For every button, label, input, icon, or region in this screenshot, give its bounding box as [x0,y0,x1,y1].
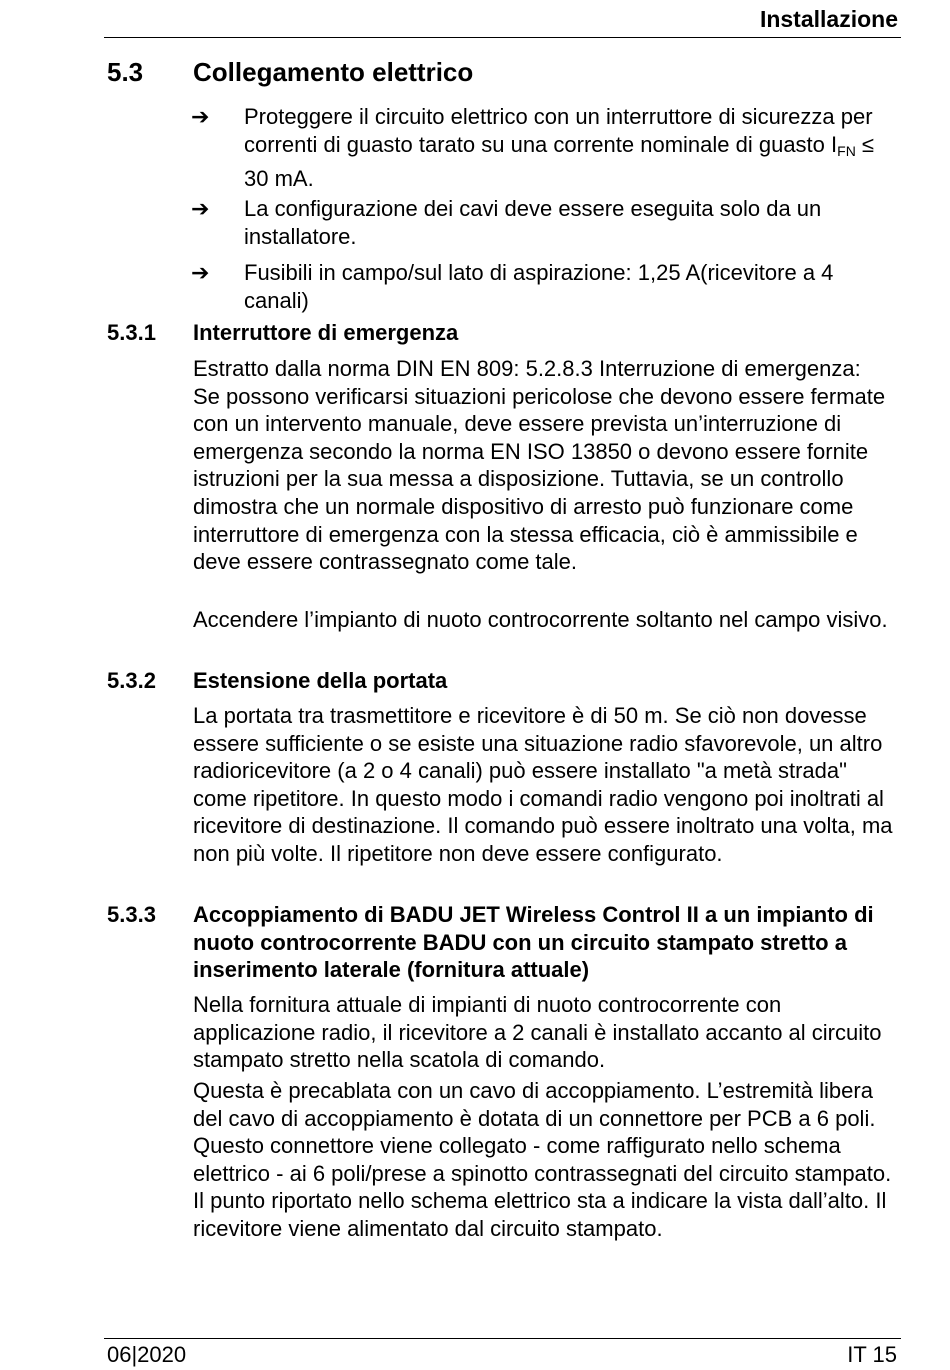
subsection-title: Accoppiamento di BADU JET Wireless Control II a un impianto di nuoto controcorrente BADU con un circuito stampato stretto a inserimento laterale (fornitura attuale) [193,902,874,983]
paragraph: La portata tra trasmettitore e ricevitore è di 50 m. Se ciò non dovesse essere sufficiente o se esiste una situazione radio sfavorevole, un altro radioricevitore (a 2 o 4 canali) può essere installato "a metà strada" come ripetitore. In questo modo i comandi radio vengono poi inoltrati al ricevitore di destinazione. Il comando può essere inoltrato una volta, ma non più volte. Il ripetitore non deve essere configurato. [193,703,893,866]
footer-rule [104,1338,901,1339]
section-number: 5.3 [107,57,144,87]
header-rule [104,37,901,38]
section-title: Collegamento elettrico [193,57,474,87]
subsection-title: Interruttore di emergenza [193,320,459,345]
bullet-item: Fusibili in campo/sul lato di aspirazione: 1,25 A(ricevitore a 4 canali) [244,260,834,313]
running-header: Installazione [759,6,898,32]
arrow-bullet-icon: ➔ [191,196,210,221]
bullet-text: ≤ 30 mA. [244,131,874,192]
footer-date: 06|2020 [107,1342,187,1367]
paragraph: Estratto dalla norma DIN EN 809: 5.2.8.3 Interruzione di emergenza: Se possono verificarsi situazioni pericolose che devono essere fermate con un intervento manuale, deve essere prevista un’interruzione di emergenza secondo la norma EN ISO 13850 o devono essere fornite istruzioni per la sua messa a disposizione. Tuttavia, se un controllo dimostra che un normale dispositivo di arresto può funzionare come interruttore di emergenza con la stessa efficacia, ciò è ammissibile e deve essere contrassegnato come tale. [193,356,886,575]
paragraph: Accendere l’impianto di nuoto controcorrente soltanto nel campo visivo. [193,607,888,632]
subsection-number: 5.3.2 [107,668,156,693]
arrow-bullet-icon: ➔ [191,260,210,285]
bullet-text: Proteggere il circuito elettrico con un interruttore di sicurezza per correnti di guasto tarato su una corrente nominale di guasto I [244,104,873,157]
bullet-item [244,103,899,193]
subscript: FN [837,142,856,159]
subsection-number: 5.3.3 [107,902,156,927]
arrow-bullet-icon: ➔ [191,104,210,129]
paragraph: Questa è precablata con un cavo di accoppiamento. L’estremità libera del cavo di accoppiamento è dotata di un connettore per PCB a 6 poli. Questo connettore viene collegato - come raffigurato nello schema elettrico - ai 6 poli/prese a spinotto contrassegnati del circuito stampato. Il punto riportato nello schema elettrico sta a indicare la vista dall’alto. Il ricevitore viene alimentato dal circuito stampato. [193,1078,892,1241]
page-number: IT 15 [847,1342,897,1367]
bullet-item: La configurazione dei cavi deve essere eseguita solo da un installatore. [244,196,822,249]
subsection-title: Estensione della portata [193,668,448,693]
paragraph: Nella fornitura attuale di impianti di nuoto controcorrente con applicazione radio, il ricevitore a 2 canali è installato accanto al circuito stampato stretto nella scatola di comando. [193,992,882,1073]
subsection-number: 5.3.1 [107,320,156,345]
